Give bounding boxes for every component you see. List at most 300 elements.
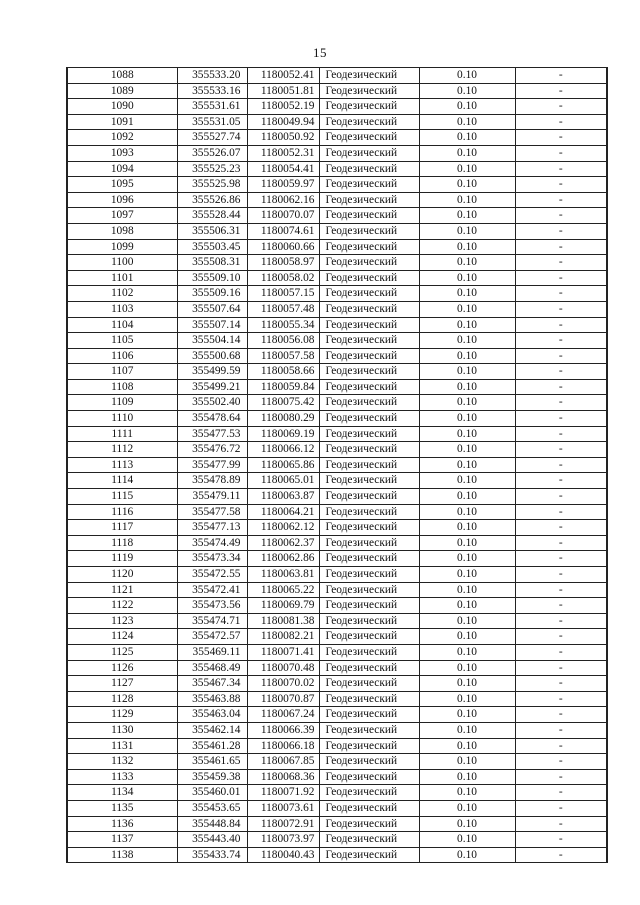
- accuracy-cell: 0.10: [419, 473, 515, 489]
- method-cell: Геодезический: [319, 333, 419, 349]
- table-row: [67, 676, 607, 692]
- point-number-cell: 1119: [67, 551, 177, 567]
- point-number-cell: 1122: [67, 598, 177, 614]
- x-coordinate-cell: 355507.64: [177, 301, 247, 317]
- accuracy-cell: 0.10: [419, 348, 515, 364]
- note-cell: -: [515, 676, 607, 692]
- y-coordinate-cell: 1180052.41: [247, 68, 319, 84]
- method-cell: Геодезический: [319, 520, 419, 536]
- method-cell: Геодезический: [319, 754, 419, 770]
- y-coordinate-cell: 1180049.94: [247, 114, 319, 130]
- x-coordinate-cell: 355462.14: [177, 722, 247, 738]
- method-cell: Геодезический: [319, 348, 419, 364]
- note-cell: -: [515, 301, 607, 317]
- accuracy-cell: 0.10: [419, 177, 515, 193]
- point-number-cell: 1123: [67, 613, 177, 629]
- point-number-cell: 1131: [67, 738, 177, 754]
- x-coordinate-cell: 355506.31: [177, 223, 247, 239]
- y-coordinate-cell: 1180054.41: [247, 161, 319, 177]
- x-coordinate-cell: 355503.45: [177, 239, 247, 255]
- point-number-cell: 1113: [67, 457, 177, 473]
- point-number-cell: 1126: [67, 660, 177, 676]
- point-number-cell: 1101: [67, 270, 177, 286]
- note-cell: -: [515, 598, 607, 614]
- x-coordinate-cell: 355531.05: [177, 114, 247, 130]
- method-cell: Геодезический: [319, 489, 419, 505]
- y-coordinate-cell: 1180062.12: [247, 520, 319, 536]
- accuracy-cell: 0.10: [419, 426, 515, 442]
- y-coordinate-cell: 1180063.81: [247, 567, 319, 583]
- x-coordinate-cell: 355502.40: [177, 395, 247, 411]
- accuracy-cell: 0.10: [419, 520, 515, 536]
- y-coordinate-cell: 1180081.38: [247, 613, 319, 629]
- table-row: [67, 567, 607, 583]
- accuracy-cell: 0.10: [419, 333, 515, 349]
- x-coordinate-cell: 355525.23: [177, 161, 247, 177]
- table-row: [67, 832, 607, 848]
- y-coordinate-cell: 1180062.86: [247, 551, 319, 567]
- accuracy-cell: 0.10: [419, 598, 515, 614]
- note-cell: -: [515, 83, 607, 99]
- accuracy-cell: 0.10: [419, 114, 515, 130]
- point-number-cell: 1094: [67, 161, 177, 177]
- table-row: [67, 83, 607, 99]
- method-cell: Геодезический: [319, 598, 419, 614]
- y-coordinate-cell: 1180069.79: [247, 598, 319, 614]
- note-cell: -: [515, 489, 607, 505]
- table-row: [67, 644, 607, 660]
- y-coordinate-cell: 1180062.37: [247, 535, 319, 551]
- method-cell: Геодезический: [319, 644, 419, 660]
- note-cell: -: [515, 426, 607, 442]
- method-cell: Геодезический: [319, 177, 419, 193]
- table-row: [67, 442, 607, 458]
- accuracy-cell: 0.10: [419, 847, 515, 863]
- point-number-cell: 1092: [67, 130, 177, 146]
- note-cell: -: [515, 68, 607, 84]
- accuracy-cell: 0.10: [419, 691, 515, 707]
- note-cell: -: [515, 348, 607, 364]
- method-cell: Геодезический: [319, 130, 419, 146]
- method-cell: Геодезический: [319, 68, 419, 84]
- x-coordinate-cell: 355499.59: [177, 364, 247, 380]
- table-row: [67, 847, 607, 863]
- accuracy-cell: 0.10: [419, 411, 515, 427]
- point-number-cell: 1135: [67, 800, 177, 816]
- y-coordinate-cell: 1180065.01: [247, 473, 319, 489]
- y-coordinate-cell: 1180063.87: [247, 489, 319, 505]
- accuracy-cell: 0.10: [419, 567, 515, 583]
- table-row: [67, 99, 607, 115]
- x-coordinate-cell: 355472.55: [177, 567, 247, 583]
- y-coordinate-cell: 1180057.58: [247, 348, 319, 364]
- note-cell: -: [515, 270, 607, 286]
- note-cell: -: [515, 457, 607, 473]
- table-row: [67, 707, 607, 723]
- x-coordinate-cell: 355468.49: [177, 660, 247, 676]
- x-coordinate-cell: 355461.28: [177, 738, 247, 754]
- note-cell: -: [515, 832, 607, 848]
- y-coordinate-cell: 1180052.31: [247, 145, 319, 161]
- y-coordinate-cell: 1180070.87: [247, 691, 319, 707]
- note-cell: -: [515, 551, 607, 567]
- accuracy-cell: 0.10: [419, 161, 515, 177]
- point-number-cell: 1095: [67, 177, 177, 193]
- accuracy-cell: 0.10: [419, 442, 515, 458]
- y-coordinate-cell: 1180066.39: [247, 722, 319, 738]
- table-row: [67, 582, 607, 598]
- y-coordinate-cell: 1180058.66: [247, 364, 319, 380]
- point-number-cell: 1118: [67, 535, 177, 551]
- method-cell: Геодезический: [319, 707, 419, 723]
- note-cell: -: [515, 754, 607, 770]
- x-coordinate-cell: 355527.74: [177, 130, 247, 146]
- method-cell: Геодезический: [319, 567, 419, 583]
- point-number-cell: 1128: [67, 691, 177, 707]
- x-coordinate-cell: 355472.41: [177, 582, 247, 598]
- note-cell: -: [515, 239, 607, 255]
- table-row: [67, 223, 607, 239]
- x-coordinate-cell: 355476.72: [177, 442, 247, 458]
- method-cell: Геодезический: [319, 379, 419, 395]
- note-cell: -: [515, 769, 607, 785]
- point-number-cell: 1133: [67, 769, 177, 785]
- note-cell: -: [515, 738, 607, 754]
- x-coordinate-cell: 355463.88: [177, 691, 247, 707]
- accuracy-cell: 0.10: [419, 99, 515, 115]
- table-row: [67, 317, 607, 333]
- y-coordinate-cell: 1180075.42: [247, 395, 319, 411]
- method-cell: Геодезический: [319, 551, 419, 567]
- y-coordinate-cell: 1180071.92: [247, 785, 319, 801]
- accuracy-cell: 0.10: [419, 364, 515, 380]
- x-coordinate-cell: 355478.64: [177, 411, 247, 427]
- point-number-cell: 1117: [67, 520, 177, 536]
- accuracy-cell: 0.10: [419, 551, 515, 567]
- method-cell: Геодезический: [319, 660, 419, 676]
- table-row: [67, 457, 607, 473]
- method-cell: Геодезический: [319, 411, 419, 427]
- method-cell: Геодезический: [319, 847, 419, 863]
- method-cell: Геодезический: [319, 426, 419, 442]
- note-cell: -: [515, 691, 607, 707]
- y-coordinate-cell: 1180080.29: [247, 411, 319, 427]
- y-coordinate-cell: 1180065.86: [247, 457, 319, 473]
- method-cell: Геодезический: [319, 769, 419, 785]
- method-cell: Геодезический: [319, 161, 419, 177]
- note-cell: -: [515, 785, 607, 801]
- method-cell: Геодезический: [319, 286, 419, 302]
- accuracy-cell: 0.10: [419, 582, 515, 598]
- method-cell: Геодезический: [319, 364, 419, 380]
- note-cell: -: [515, 145, 607, 161]
- method-cell: Геодезический: [319, 816, 419, 832]
- method-cell: Геодезический: [319, 676, 419, 692]
- table-row: [67, 333, 607, 349]
- y-coordinate-cell: 1180060.66: [247, 239, 319, 255]
- table-row: [67, 800, 607, 816]
- point-number-cell: 1129: [67, 707, 177, 723]
- point-number-cell: 1090: [67, 99, 177, 115]
- point-number-cell: 1096: [67, 192, 177, 208]
- y-coordinate-cell: 1180050.92: [247, 130, 319, 146]
- note-cell: -: [515, 567, 607, 583]
- x-coordinate-cell: 355467.34: [177, 676, 247, 692]
- note-cell: -: [515, 535, 607, 551]
- table-row: [67, 598, 607, 614]
- accuracy-cell: 0.10: [419, 504, 515, 520]
- note-cell: -: [515, 442, 607, 458]
- accuracy-cell: 0.10: [419, 535, 515, 551]
- x-coordinate-cell: 355461.65: [177, 754, 247, 770]
- x-coordinate-cell: 355463.04: [177, 707, 247, 723]
- table-row: [67, 473, 607, 489]
- x-coordinate-cell: 355448.84: [177, 816, 247, 832]
- point-number-cell: 1102: [67, 286, 177, 302]
- y-coordinate-cell: 1180073.97: [247, 832, 319, 848]
- point-number-cell: 1104: [67, 317, 177, 333]
- x-coordinate-cell: 355472.57: [177, 629, 247, 645]
- point-number-cell: 1120: [67, 567, 177, 583]
- note-cell: -: [515, 317, 607, 333]
- method-cell: Геодезический: [319, 99, 419, 115]
- x-coordinate-cell: 355526.07: [177, 145, 247, 161]
- method-cell: Геодезический: [319, 114, 419, 130]
- point-number-cell: 1100: [67, 255, 177, 271]
- accuracy-cell: 0.10: [419, 270, 515, 286]
- method-cell: Геодезический: [319, 504, 419, 520]
- point-number-cell: 1138: [67, 847, 177, 863]
- x-coordinate-cell: 355478.89: [177, 473, 247, 489]
- note-cell: -: [515, 629, 607, 645]
- y-coordinate-cell: 1180056.08: [247, 333, 319, 349]
- y-coordinate-cell: 1180055.34: [247, 317, 319, 333]
- note-cell: -: [515, 473, 607, 489]
- table-row: [67, 68, 607, 84]
- y-coordinate-cell: 1180040.43: [247, 847, 319, 863]
- table-row: [67, 691, 607, 707]
- point-number-cell: 1121: [67, 582, 177, 598]
- x-coordinate-cell: 355469.11: [177, 644, 247, 660]
- note-cell: -: [515, 520, 607, 536]
- accuracy-cell: 0.10: [419, 145, 515, 161]
- point-number-cell: 1112: [67, 442, 177, 458]
- y-coordinate-cell: 1180082.21: [247, 629, 319, 645]
- method-cell: Геодезический: [319, 301, 419, 317]
- y-coordinate-cell: 1180070.02: [247, 676, 319, 692]
- note-cell: -: [515, 411, 607, 427]
- note-cell: -: [515, 114, 607, 130]
- page-number: 15: [313, 45, 327, 60]
- method-cell: Геодезический: [319, 239, 419, 255]
- y-coordinate-cell: 1180068.36: [247, 769, 319, 785]
- accuracy-cell: 0.10: [419, 832, 515, 848]
- table-row: [67, 722, 607, 738]
- table-row: [67, 411, 607, 427]
- y-coordinate-cell: 1180066.12: [247, 442, 319, 458]
- y-coordinate-cell: 1180074.61: [247, 223, 319, 239]
- table-row: [67, 395, 607, 411]
- method-cell: Геодезический: [319, 722, 419, 738]
- point-number-cell: 1111: [67, 426, 177, 442]
- x-coordinate-cell: 355473.56: [177, 598, 247, 614]
- point-number-cell: 1137: [67, 832, 177, 848]
- accuracy-cell: 0.10: [419, 800, 515, 816]
- y-coordinate-cell: 1180073.61: [247, 800, 319, 816]
- note-cell: -: [515, 364, 607, 380]
- table-row: [67, 286, 607, 302]
- point-number-cell: 1127: [67, 676, 177, 692]
- x-coordinate-cell: 355526.86: [177, 192, 247, 208]
- method-cell: Геодезический: [319, 395, 419, 411]
- accuracy-cell: 0.10: [419, 816, 515, 832]
- table-row: [67, 348, 607, 364]
- accuracy-cell: 0.10: [419, 130, 515, 146]
- method-cell: Геодезический: [319, 457, 419, 473]
- note-cell: -: [515, 223, 607, 239]
- accuracy-cell: 0.10: [419, 395, 515, 411]
- note-cell: -: [515, 99, 607, 115]
- table-row: [67, 535, 607, 551]
- accuracy-cell: 0.10: [419, 255, 515, 271]
- method-cell: Геодезический: [319, 535, 419, 551]
- x-coordinate-cell: 355528.44: [177, 208, 247, 224]
- note-cell: -: [515, 379, 607, 395]
- x-coordinate-cell: 355433.74: [177, 847, 247, 863]
- y-coordinate-cell: 1180072.91: [247, 816, 319, 832]
- method-cell: Геодезический: [319, 738, 419, 754]
- table-row: [67, 613, 607, 629]
- point-number-cell: 1107: [67, 364, 177, 380]
- x-coordinate-cell: 355453.65: [177, 800, 247, 816]
- point-number-cell: 1124: [67, 629, 177, 645]
- x-coordinate-cell: 355500.68: [177, 348, 247, 364]
- note-cell: -: [515, 208, 607, 224]
- x-coordinate-cell: 355533.16: [177, 83, 247, 99]
- y-coordinate-cell: 1180065.22: [247, 582, 319, 598]
- point-number-cell: 1125: [67, 644, 177, 660]
- point-number-cell: 1114: [67, 473, 177, 489]
- table-row: [67, 660, 607, 676]
- accuracy-cell: 0.10: [419, 660, 515, 676]
- method-cell: Геодезический: [319, 582, 419, 598]
- accuracy-cell: 0.10: [419, 379, 515, 395]
- y-coordinate-cell: 1180070.07: [247, 208, 319, 224]
- table-row: [67, 816, 607, 832]
- y-coordinate-cell: 1180058.02: [247, 270, 319, 286]
- x-coordinate-cell: 355533.20: [177, 68, 247, 84]
- method-cell: Геодезический: [319, 800, 419, 816]
- accuracy-cell: 0.10: [419, 769, 515, 785]
- point-number-cell: 1091: [67, 114, 177, 130]
- accuracy-cell: 0.10: [419, 223, 515, 239]
- x-coordinate-cell: 355531.61: [177, 99, 247, 115]
- note-cell: -: [515, 395, 607, 411]
- x-coordinate-cell: 355509.16: [177, 286, 247, 302]
- method-cell: Геодезический: [319, 145, 419, 161]
- accuracy-cell: 0.10: [419, 301, 515, 317]
- coordinates-table: [66, 67, 608, 863]
- table-row: [67, 192, 607, 208]
- accuracy-cell: 0.10: [419, 707, 515, 723]
- y-coordinate-cell: 1180066.18: [247, 738, 319, 754]
- method-cell: Геодезический: [319, 223, 419, 239]
- x-coordinate-cell: 355474.49: [177, 535, 247, 551]
- point-number-cell: 1109: [67, 395, 177, 411]
- x-coordinate-cell: 355474.71: [177, 613, 247, 629]
- point-number-cell: 1105: [67, 333, 177, 349]
- x-coordinate-cell: 355509.10: [177, 270, 247, 286]
- x-coordinate-cell: 355459.38: [177, 769, 247, 785]
- x-coordinate-cell: 355477.99: [177, 457, 247, 473]
- note-cell: -: [515, 707, 607, 723]
- method-cell: Геодезический: [319, 785, 419, 801]
- y-coordinate-cell: 1180069.19: [247, 426, 319, 442]
- accuracy-cell: 0.10: [419, 286, 515, 302]
- point-number-cell: 1132: [67, 754, 177, 770]
- x-coordinate-cell: 355477.53: [177, 426, 247, 442]
- table-row: [67, 301, 607, 317]
- accuracy-cell: 0.10: [419, 785, 515, 801]
- note-cell: -: [515, 504, 607, 520]
- point-number-cell: 1116: [67, 504, 177, 520]
- table-row: [67, 754, 607, 770]
- table-row: [67, 255, 607, 271]
- table-row: [67, 785, 607, 801]
- x-coordinate-cell: 355507.14: [177, 317, 247, 333]
- table-row: [67, 145, 607, 161]
- point-number-cell: 1088: [67, 68, 177, 84]
- y-coordinate-cell: 1180064.21: [247, 504, 319, 520]
- method-cell: Геодезический: [319, 629, 419, 645]
- table-row: [67, 208, 607, 224]
- point-number-cell: 1106: [67, 348, 177, 364]
- accuracy-cell: 0.10: [419, 192, 515, 208]
- table-row: [67, 270, 607, 286]
- coordinates-table-body: [67, 68, 607, 863]
- accuracy-cell: 0.10: [419, 489, 515, 505]
- table-row: [67, 114, 607, 130]
- point-number-cell: 1136: [67, 816, 177, 832]
- y-coordinate-cell: 1180051.81: [247, 83, 319, 99]
- table-row: [67, 738, 607, 754]
- x-coordinate-cell: 355443.40: [177, 832, 247, 848]
- table-row: [67, 130, 607, 146]
- method-cell: Геодезический: [319, 832, 419, 848]
- x-coordinate-cell: 355473.34: [177, 551, 247, 567]
- y-coordinate-cell: 1180062.16: [247, 192, 319, 208]
- point-number-cell: 1108: [67, 379, 177, 395]
- table-row: [67, 629, 607, 645]
- note-cell: -: [515, 800, 607, 816]
- method-cell: Геодезический: [319, 691, 419, 707]
- point-number-cell: 1134: [67, 785, 177, 801]
- note-cell: -: [515, 816, 607, 832]
- table-row: [67, 379, 607, 395]
- table-row: [67, 489, 607, 505]
- method-cell: Геодезический: [319, 192, 419, 208]
- y-coordinate-cell: 1180067.85: [247, 754, 319, 770]
- x-coordinate-cell: 355477.58: [177, 504, 247, 520]
- point-number-cell: 1103: [67, 301, 177, 317]
- y-coordinate-cell: 1180067.24: [247, 707, 319, 723]
- accuracy-cell: 0.10: [419, 676, 515, 692]
- accuracy-cell: 0.10: [419, 738, 515, 754]
- accuracy-cell: 0.10: [419, 83, 515, 99]
- accuracy-cell: 0.10: [419, 317, 515, 333]
- accuracy-cell: 0.10: [419, 457, 515, 473]
- note-cell: -: [515, 847, 607, 863]
